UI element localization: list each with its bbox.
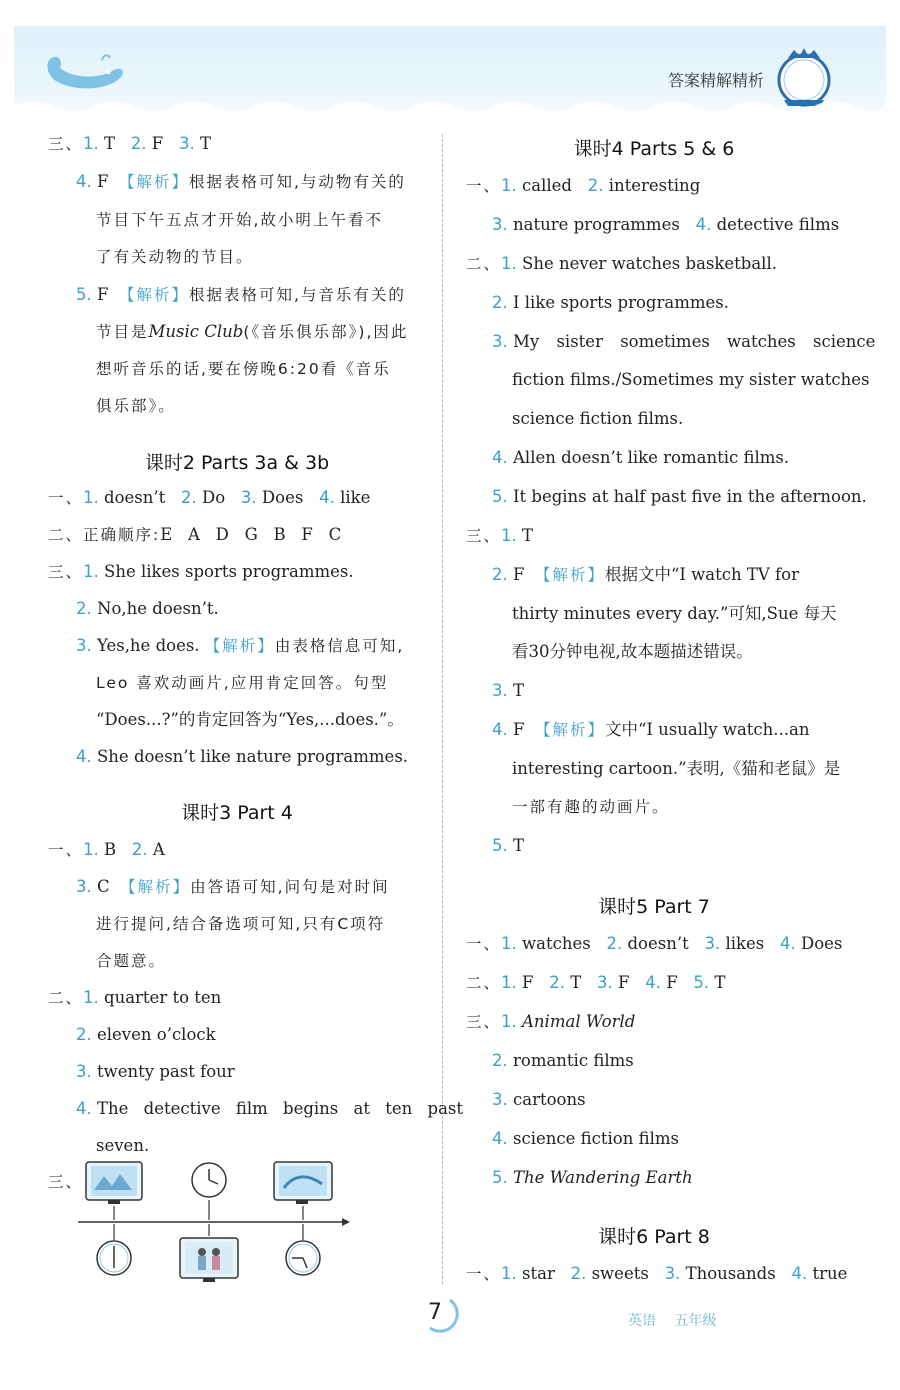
answer-line: 二、1. She never watches basketball. <box>466 254 777 273</box>
answer-line: 5. T <box>492 836 525 855</box>
answer-line: 一、1. B 2. A <box>48 840 165 859</box>
answer-line: 3. My sister sometimes watches science <box>492 332 876 351</box>
tv-icon <box>86 1162 142 1204</box>
explanation-line: thirty minutes every day.”可知,Sue 每天 <box>512 604 837 623</box>
answer-line: 3. T <box>492 681 525 700</box>
answer-line: 一、1. star 2. sweets 3. Thousands 4. true <box>466 1264 848 1283</box>
tv-icon <box>180 1238 238 1282</box>
footer-grade: 五年级 <box>674 1313 717 1329</box>
tv-icon <box>274 1162 332 1204</box>
answer-line: 二、正确顺序:E A D G B F C <box>48 525 342 544</box>
explanation-line: 了有关动物的节目。 <box>96 248 254 266</box>
answer-line: 4. science fiction films <box>492 1129 679 1148</box>
explanation-line: Leo 喜欢动画片,应用肯定回答。句型 <box>96 674 389 692</box>
page-number: 7 <box>428 1300 442 1325</box>
clock-icon <box>97 1241 131 1275</box>
answer-line: 三、1. She likes sports programmes. <box>48 562 354 581</box>
answer-line: 一、1. called 2. interesting <box>466 176 701 195</box>
answer-line: 3. C 【解析】由答语可知,问句是对时间 <box>76 877 390 896</box>
lesson-heading: 课时2 Parts 3a & 3b <box>144 452 330 474</box>
explanation-line: 一部有趣的动画片。 <box>512 798 670 816</box>
footer-info <box>628 1310 730 1330</box>
lesson-heading: 课时4 Parts 5 & 6 <box>573 138 735 160</box>
lesson-heading: 课时3 Part 4 <box>181 802 293 824</box>
answer-line: science fiction films. <box>512 409 684 428</box>
clock-icon <box>286 1241 320 1275</box>
answer-line: 3. twenty past four <box>76 1062 235 1081</box>
answer-line: 2. F 【解析】根据文中“I watch TV for <box>492 565 799 584</box>
answer-line: 5. F 【解析】根据表格可知,与音乐有关的 <box>76 285 406 304</box>
answer-line: 2. romantic films <box>492 1051 634 1070</box>
answer-line: 4. The detective film begins at ten past <box>76 1099 463 1118</box>
answer-line: 3. nature programmes 4. detective films <box>492 215 840 234</box>
answer-line: 三、1. Animal World <box>466 1012 636 1031</box>
header-wave <box>14 92 886 118</box>
page-header <box>14 26 886 118</box>
lesson-heading: 课时5 Part 7 <box>598 896 710 918</box>
answer-line: 5. It begins at half past five in the afternoon. <box>492 487 867 506</box>
answer-line: 三、1. T 2. F 3. T <box>48 134 211 153</box>
timeline-illustration <box>76 1160 356 1286</box>
answer-line: 4. Allen doesn’t like romantic films. <box>492 448 790 467</box>
explanation-line: 想听音乐的话,要在傍晚6:20看《音乐 <box>96 360 391 378</box>
section-number: 三、 <box>48 1173 84 1191</box>
explanation-line: 节目是Music Club(《音乐俱乐部》),因此 <box>96 322 409 341</box>
answer-line: 2. No,he doesn’t. <box>76 599 219 618</box>
explanation-line: 进行提问,结合备选项可知,只有C项符 <box>96 915 386 933</box>
answer-line: fiction films./Sometimes my sister watches <box>512 370 870 389</box>
lesson-heading: 课时6 Part 8 <box>598 1226 710 1248</box>
answer-line: 4. F 【解析】文中“I usually watch...an <box>492 720 810 739</box>
answer-line: 二、1. quarter to ten <box>48 988 222 1007</box>
answer-line: 三、1. T <box>466 526 534 545</box>
explanation-line: 合题意。 <box>96 952 167 970</box>
answer-line: 3. Yes,he does. 【解析】由表格信息可知, <box>76 636 405 655</box>
answer-line: 4. F 【解析】根据表格可知,与动物有关的 <box>76 172 406 191</box>
explanation-line: “Does...?”的肯定回答为“Yes,...does.”。 <box>96 710 404 729</box>
answer-line: seven. <box>96 1136 150 1155</box>
answer-line: 一、1. doesn’t 2. Do 3. Does 4. like <box>48 488 371 507</box>
explanation-line: 俱乐部》。 <box>96 397 176 415</box>
whale-icon <box>42 48 132 94</box>
answer-line: 2. I like sports programmes. <box>492 293 729 312</box>
answer-line: 二、1. F 2. T 3. F 4. F 5. T <box>466 973 726 992</box>
explanation-line: 节目下午五点才开始,故小明上午看不 <box>96 211 383 229</box>
answer-line: 3. cartoons <box>492 1090 586 1109</box>
footer-subject: 英语 <box>628 1313 656 1329</box>
answer-line: 4. She doesn’t like nature programmes. <box>76 747 409 766</box>
explanation-line: 看30分钟电视,故本题描述错误。 <box>512 642 753 661</box>
clock-icon <box>192 1163 226 1197</box>
header-title: 答案精解精析 <box>667 71 764 90</box>
answer-line: 一、1. watches 2. doesn’t 3. likes 4. Does <box>466 934 843 953</box>
answer-line: 5. The Wandering Earth <box>492 1168 693 1187</box>
explanation-line: interesting cartoon.”表明,《猫和老鼠》是 <box>512 759 841 778</box>
answer-line: 2. eleven o’clock <box>76 1025 216 1044</box>
